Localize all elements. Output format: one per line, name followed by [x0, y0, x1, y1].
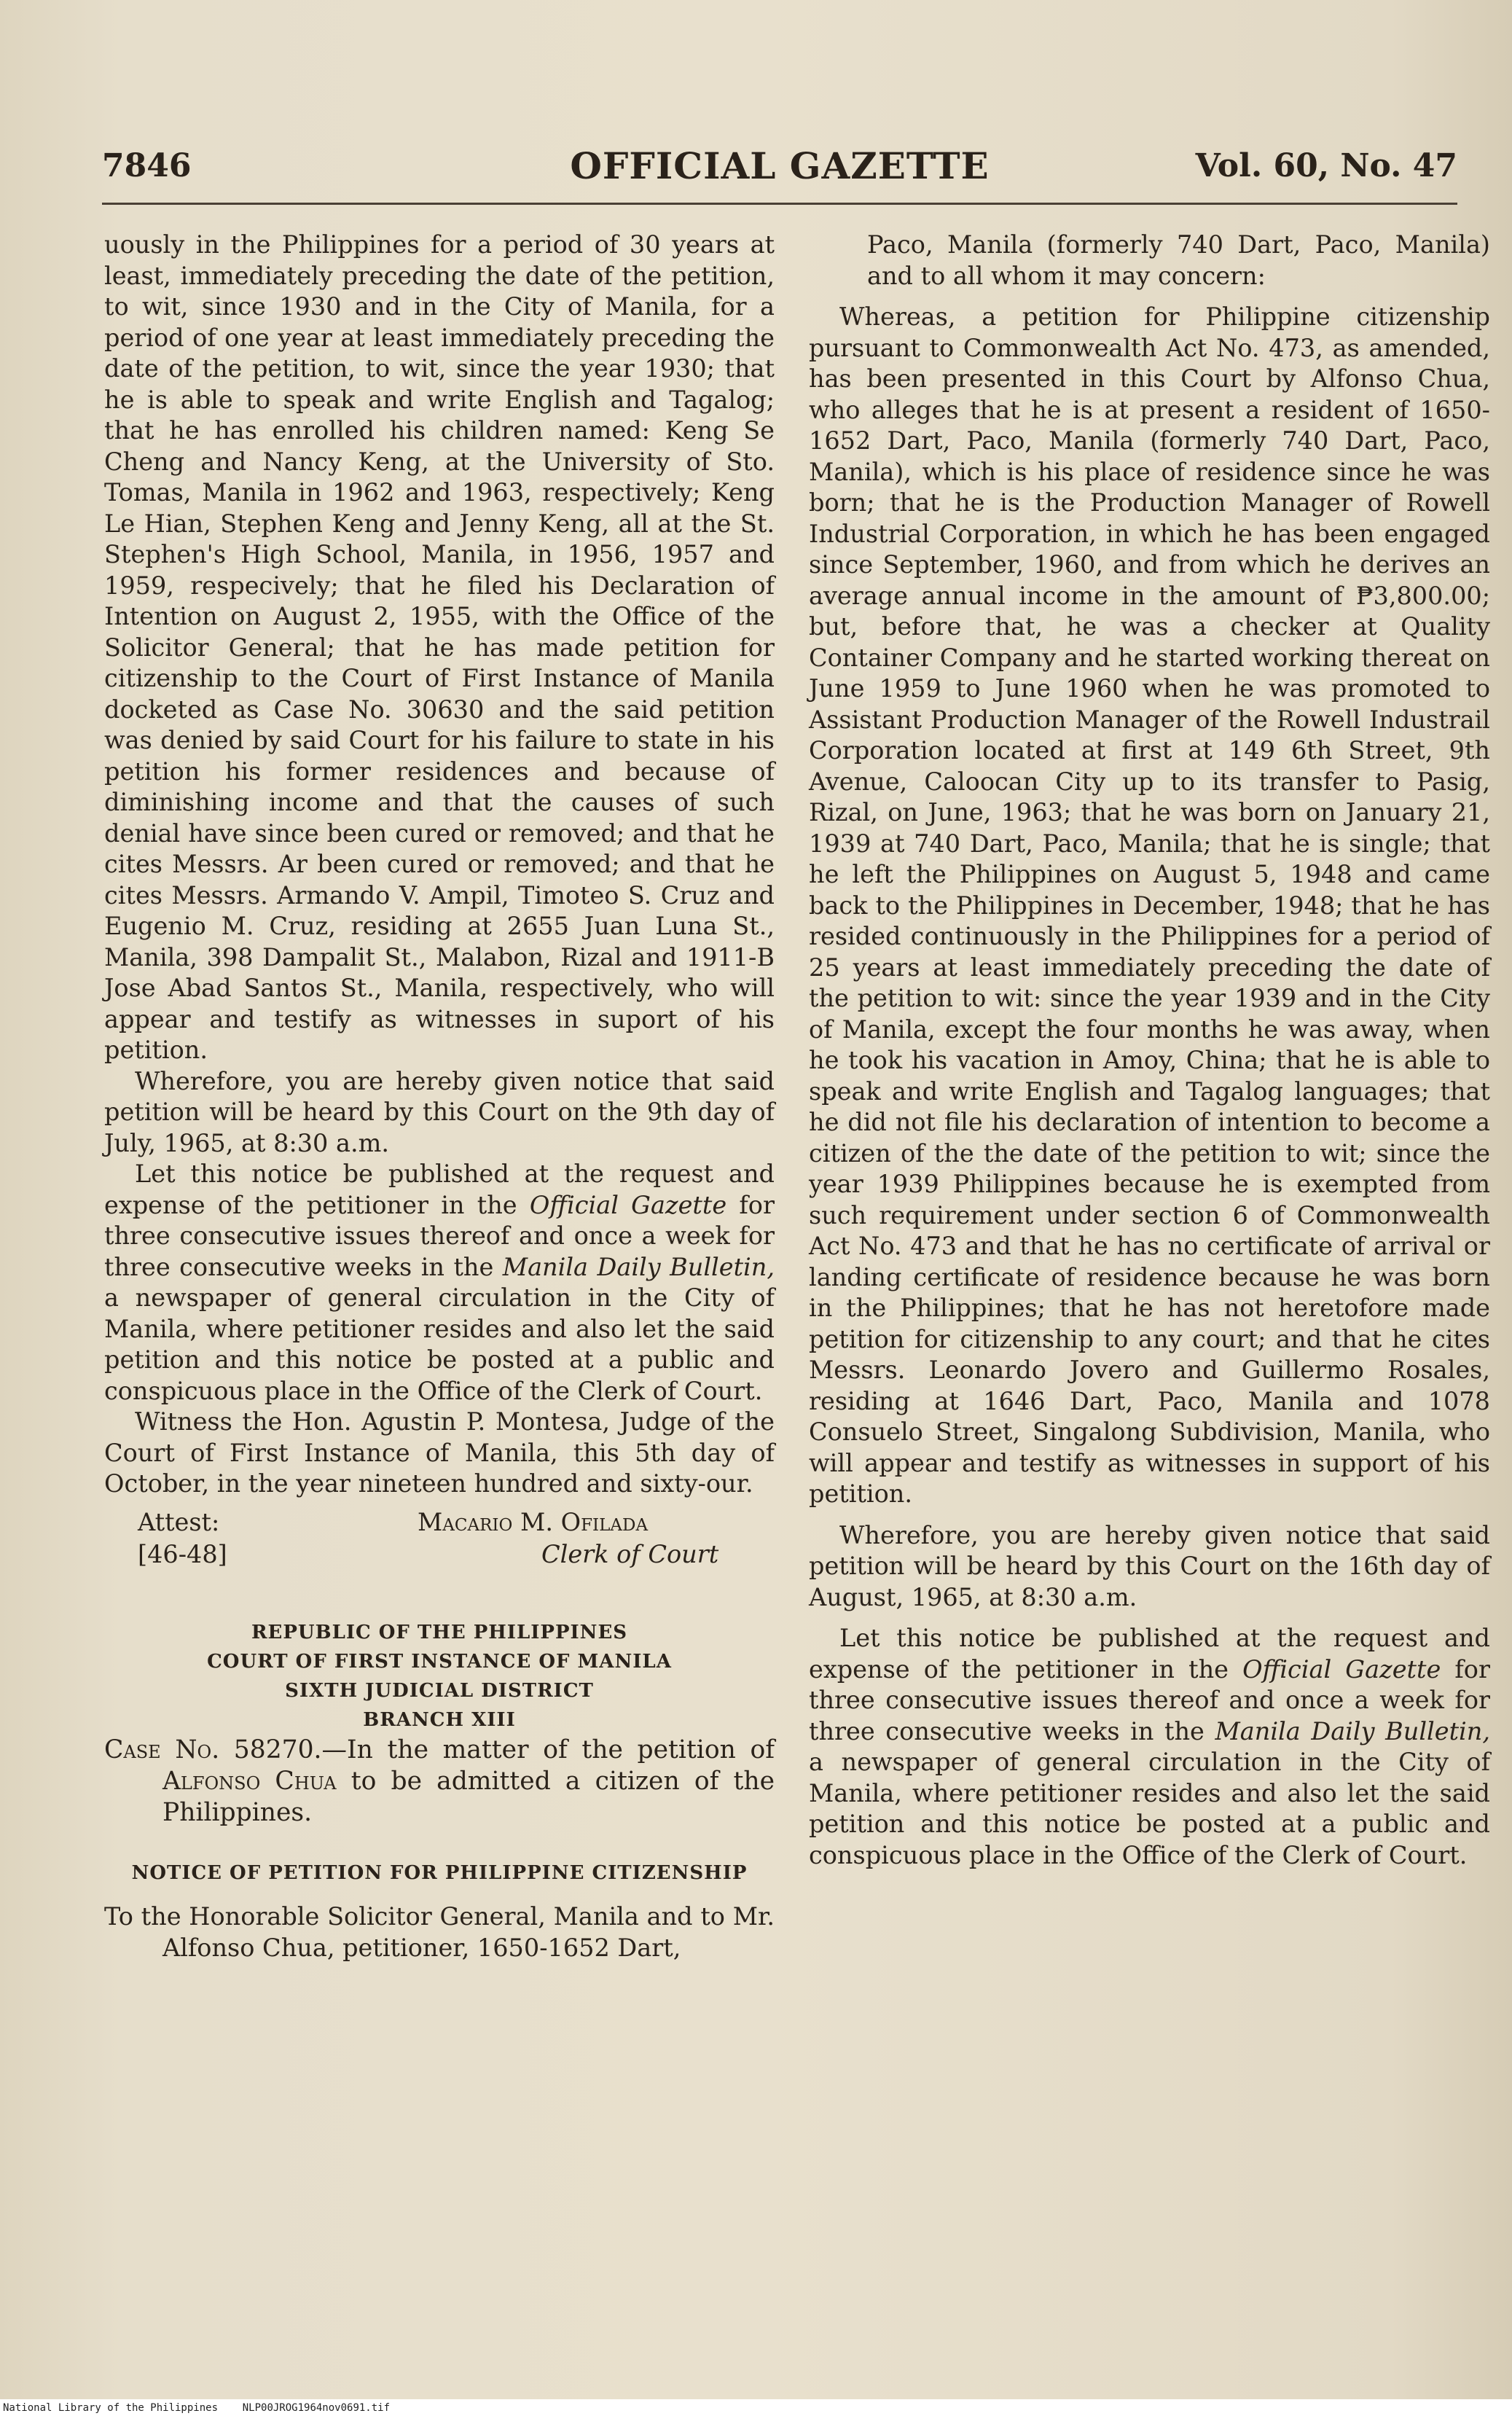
- attest-label: Attest:: [138, 1507, 220, 1536]
- left-p3-part-b: for three consecutive issues thereof and once a week for three consecutive weeks in the: [104, 1190, 775, 1281]
- left-column: [104, 230, 775, 1963]
- left-p3-part-a: Let this notice be published at the request and expense of the petitioner in the: [104, 1160, 775, 1219]
- left-paragraph-3: [104, 1159, 775, 1407]
- right-p3-part-b: for three consecutive issues thereof and once a week for three consecutive weeks in the: [809, 1654, 1490, 1745]
- court-line-3: SIXTH JUDICIAL DISTRICT: [285, 1679, 594, 1702]
- page-number: 7846: [102, 147, 192, 184]
- left-p3-official-gazette: Official Gazette: [529, 1190, 727, 1219]
- right-paragraph-2: Wherefore, you are hereby given notice that said petition will be heard by this Court on the 16th day of August, 1965, at 8:30 a.m.: [809, 1520, 1490, 1611]
- attestation: [104, 1507, 775, 1574]
- clerk-name: Macario M. Ofilada: [418, 1507, 649, 1536]
- clerk-title: Clerk of Court: [541, 1539, 719, 1568]
- right-p3-part-a: Let this notice be published at the request and expense of the petitioner in the: [809, 1624, 1490, 1684]
- right-paragraph-3: [809, 1623, 1490, 1871]
- left-paragraph-1: uously in the Philippines for a period of 30 years at least, immediately preceding the date of the petition, to wit, since 1930 and in the City of Manila, for a period of one year at least immediately preceding the date of the petition, to wit, since the year 1930; that he is able to speak and write English and Tagalog; that he has enrolled his children named: Keng Se Cheng and Nancy Keng, at the University of Sto. Tomas, Manila in 1962 and 1963, respectively; Keng Le Hian, Stephen Keng and Jenny Keng, all at the St. Stephen's High School, Manila, in 1956, 1957 and 1959, respecively; that he filed his Declaration of Intention on August 2, 1955, with the Office of the Solicitor General; that he has made petition for citizenship to the Court of First Instance of Manila docketed as Case No. 30630 and the said petition was denied by said Court for his failure to state in his petition his former residences and because of diminishing income and that the causes of such denial have since been cured or removed; and that he cites Messrs. Ar been cured or removed; and that he cites Messrs. Armando V. Ampil, Timoteo S. Cruz and Eugenio M. Cruz, residing at 2655 Juan Luna St., Manila, 398 Dampalit St., Malabon, Rizal and 1911-B Jose Abad Santos St., Manila, respectively, who will appear and testify as witnesses in suport of his petition.: [104, 230, 775, 1064]
- page-header: [102, 138, 1457, 197]
- court-line-4: BRANCH XIII: [363, 1708, 516, 1731]
- left-paragraph-2: Wherefore, you are hereby given notice that said petition will be heard by this Court on the 9th day of July, 1965, at 8:30 a.m.: [104, 1066, 775, 1157]
- right-p3-official-gazette: Official Gazette: [1242, 1654, 1441, 1684]
- notice-address-continued: Paco, Manila (formerly 740 Dart, Paco, Manila) and to all whom it may concern:: [867, 230, 1490, 290]
- court-heading: [104, 1618, 775, 1735]
- right-p3-manila-daily-bulletin: Manila Daily Bulletin,: [1215, 1716, 1490, 1745]
- publication-title: OFFICIAL GAZETTE: [570, 144, 990, 187]
- scan-footer: [3, 2402, 390, 2414]
- right-paragraph-1: Whereas, a petition for Philippine citizenship pursuant to Commonwealth Act No. 473, as amended, has been presented in this Court by Alfonso Chua, who alleges that he is at present a resident of 1650-1652 Dart, Paco, Manila (formerly 740 Dart, Paco, Manila), which is his place of residence since he was born; that he is the Production Manager of Rowell Industrial Corporation, in which he has been engaged since September, 1960, and from which he derives an average annual income in the amount of ₱3,800.00; but, before that, he was a checker at Quality Container Company and he started working thereat on June 1959 to June 1960 when he was promoted to Assistant Production Manager of the Rowell Industrail Corporation located at first at 149 6th Street, 9th Avenue, Caloocan City up to its transfer to Pasig, Rizal, on June, 1963; that he was born on January 21, 1939 at 740 Dart, Paco, Manila; that he is single; that he left the Philippines on August 5, 1948 and came back to the Philippines in December, 1948; that he has resided continuously in the Philippines for a period of 25 years at least immediately preceding the date of the petition to wit: since the year 1939 and in the City of Manila, except the four months he was away, when he took his vacation in Amoy, China; that he is able to speak and write English and Tagalog languages; that he did not file his declaration of intention to become a citizen of the the date of the petition to wit; since the year 1939 Philippines because he is exempted from such requirement under section 6 of Commonwealth Act No. 473 and that he has no certificate of arrival or landing certificate of residence because he was born in the Philippines; that he has not heretofore made petition for citizenship to any court; and that he cites Messrs. Leonardo Jovero and Guillermo Rosales, residing at 1646 Dart, Paco, Manila and 1078 Consuelo Street, Singalong Subdivision, Manila, who will appear and testify as witnesses in support of his petition.: [809, 302, 1490, 1508]
- case-text-b: to be admitted a citizen of the Philippines.: [162, 1766, 775, 1827]
- volume-number: Vol. 60, No. 47: [1195, 147, 1457, 184]
- case-text-a: —In the matter of the petition of: [321, 1735, 775, 1764]
- right-column: [809, 230, 1490, 1871]
- left-paragraph-4: Witness the Hon. Agustin P. Montesa, Judge of the Court of First Instance of Manila, this 5th day of October, in the year nineteen hundred and sixty-our.: [104, 1407, 775, 1498]
- court-line-1: REPUBLIC OF THE PHILIPPINES: [251, 1621, 628, 1643]
- left-p3-part-c: a newspaper of general circulation in the City of Manila, where petitioner resides and also let the said petition and this notice be posted at a public and conspicuous place in the Office of the Clerk of Court.: [104, 1283, 775, 1405]
- header-rule: [102, 203, 1457, 205]
- case-number: Case No. 58270.: [104, 1735, 322, 1764]
- right-p3-part-c: a newspaper of general circulation in the City of Manila, where petitioner resides and also let the said petition and this notice be posted at a public and conspicuous place in the Office of the Clerk of Court.: [809, 1748, 1490, 1869]
- case-caption: [104, 1735, 775, 1829]
- footer-file: NLP00JROG1964nov0691.tif: [242, 2402, 391, 2414]
- left-p3-manila-daily-bulletin: Manila Daily Bulletin,: [502, 1252, 775, 1281]
- issue-reference: [46-48]: [138, 1539, 227, 1568]
- court-line-2: COURT OF FIRST INSTANCE OF MANILA: [207, 1650, 672, 1673]
- footer-source: National Library of the Philippines: [3, 2402, 219, 2414]
- petitioner-name: Alfonso Chua: [162, 1766, 337, 1796]
- notice-title: NOTICE OF PETITION FOR PHILIPPINE CITIZENSHIP: [131, 1861, 748, 1884]
- notice-address: To the Honorable Solicitor General, Manila and to Mr. Alfonso Chua, petitioner, 1650-1652 Dart,: [104, 1902, 775, 1962]
